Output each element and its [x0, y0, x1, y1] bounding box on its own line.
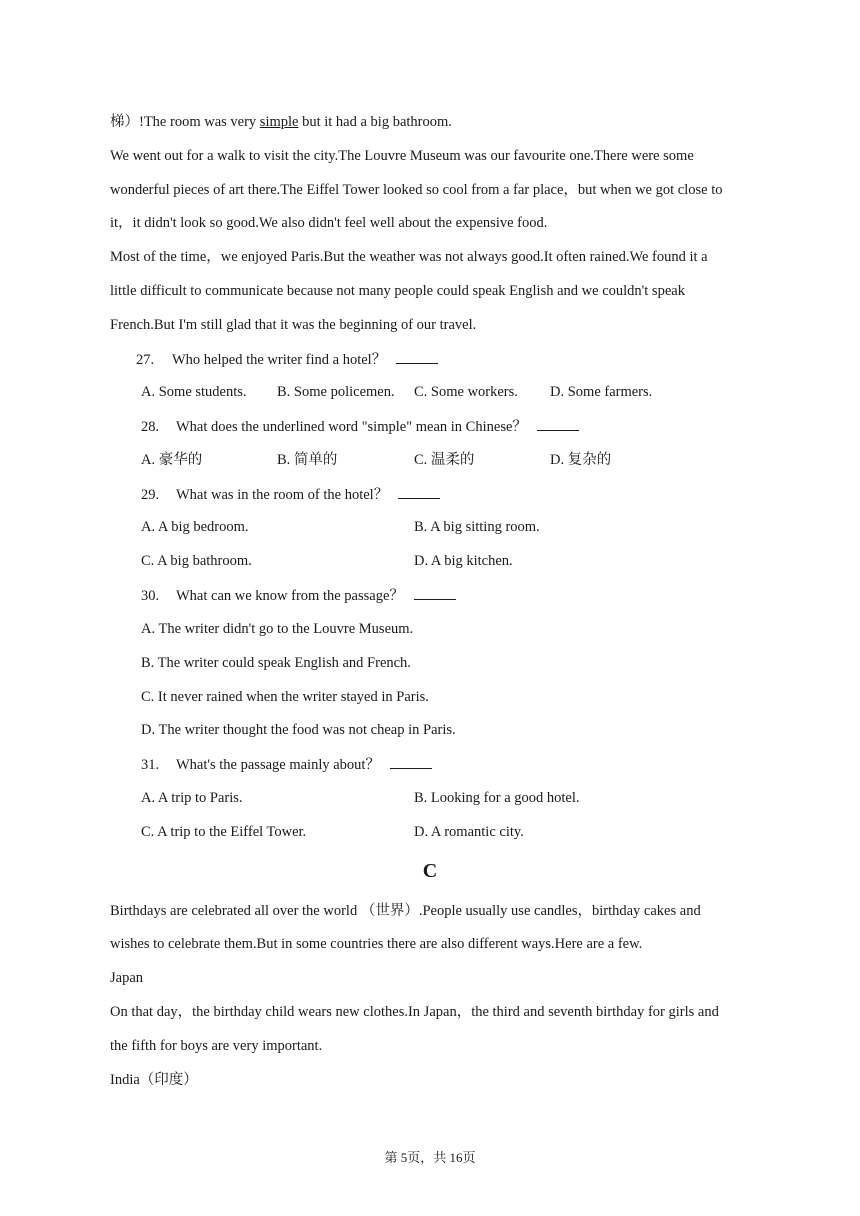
option-d[interactable]: D. A big kitchen.: [414, 553, 513, 569]
question-text: What does the underlined word "simple" mean in Chinese？: [176, 419, 527, 435]
option-b[interactable]: B. A big sitting room.: [414, 519, 540, 535]
question-27: [136, 349, 438, 370]
answer-blank[interactable]: [396, 349, 438, 364]
subheading: India（印度）: [110, 1072, 198, 1088]
page-number: 第 5页，共 16页: [384, 1150, 476, 1165]
option-b[interactable]: B. Some policemen.: [277, 384, 395, 400]
question-text: What can we know from the passage？: [176, 588, 404, 604]
question-number: 31.: [141, 757, 160, 773]
answer-blank[interactable]: [414, 585, 456, 600]
option-d[interactable]: D. Some farmers.: [550, 384, 653, 400]
option-c[interactable]: C. A big bathroom.: [141, 553, 252, 569]
option-b[interactable]: B. 简单的: [277, 452, 338, 468]
answer-blank[interactable]: [537, 416, 579, 431]
option-d[interactable]: D. 复杂的: [550, 452, 612, 468]
option-c[interactable]: C. A trip to the Eiffel Tower.: [141, 824, 307, 840]
question-text: What's the passage mainly about？: [176, 757, 380, 773]
passage-line: it，it didn't look so good.We also didn't feel well about the expensive food.: [110, 215, 548, 231]
option-a[interactable]: A. 豪华的: [141, 452, 203, 468]
answer-blank[interactable]: [398, 484, 440, 499]
question-number: 30.: [141, 588, 160, 604]
passage-line: the fifth for boys are very important.: [110, 1038, 323, 1054]
option-a[interactable]: A. Some students.: [141, 384, 247, 400]
option-a[interactable]: A. A big bedroom.: [141, 519, 249, 535]
passage-line: We went out for a walk to visit the city.The Louvre Museum was our favourite one.There were some: [110, 148, 694, 164]
question-29: [141, 484, 440, 505]
question-30: [141, 585, 456, 606]
passage-line: Birthdays are celebrated all over the world （世界）.People usually use candles，birthday cakes and: [110, 903, 701, 919]
option-d[interactable]: D. A romantic city.: [414, 824, 524, 840]
option-a[interactable]: A. A trip to Paris.: [141, 790, 243, 806]
passage-line: Most of the time，we enjoyed Paris.But the weather was not always good.It often rained.We found it a: [110, 249, 708, 265]
question-28: [141, 416, 579, 437]
option-c[interactable]: C. It never rained when the writer stayed in Paris.: [141, 689, 429, 705]
option-d[interactable]: D. The writer thought the food was not cheap in Paris.: [141, 722, 456, 738]
section-heading: C: [422, 860, 438, 882]
subheading: Japan: [110, 970, 144, 986]
question-number: 29.: [141, 487, 160, 503]
question-text: What was in the room of the hotel？: [176, 487, 389, 503]
passage-line: [110, 112, 452, 132]
option-c[interactable]: C. 温柔的: [414, 452, 475, 468]
answer-blank[interactable]: [390, 754, 432, 769]
option-b[interactable]: B. The writer could speak English and French.: [141, 655, 411, 671]
passage-text: 梯）!The room was very: [110, 114, 260, 130]
underlined-word: simple: [259, 114, 299, 130]
option-a[interactable]: A. The writer didn't go to the Louvre Museum.: [141, 621, 414, 637]
question-text: Who helped the writer find a hotel？: [172, 352, 387, 368]
passage-line: French.But I'm still glad that it was the beginning of our travel.: [110, 317, 477, 333]
question-31: [141, 754, 432, 775]
option-b[interactable]: B. Looking for a good hotel.: [414, 790, 580, 806]
passage-line: On that day，the birthday child wears new clothes.In Japan，the third and seventh birthday for girls and: [110, 1004, 719, 1020]
passage-line: little difficult to communicate because not many people could speak English and we couldn't speak: [110, 283, 685, 299]
question-number: 28.: [141, 419, 160, 435]
passage-text: but it had a big bathroom.: [298, 114, 452, 130]
question-number: 27.: [136, 352, 155, 368]
passage-line: wonderful pieces of art there.The Eiffel Tower looked so cool from a far place，but when we got close to: [110, 182, 723, 198]
option-c[interactable]: C. Some workers.: [414, 384, 518, 400]
passage-line: wishes to celebrate them.But in some countries there are also different ways.Here are a few.: [110, 936, 643, 952]
